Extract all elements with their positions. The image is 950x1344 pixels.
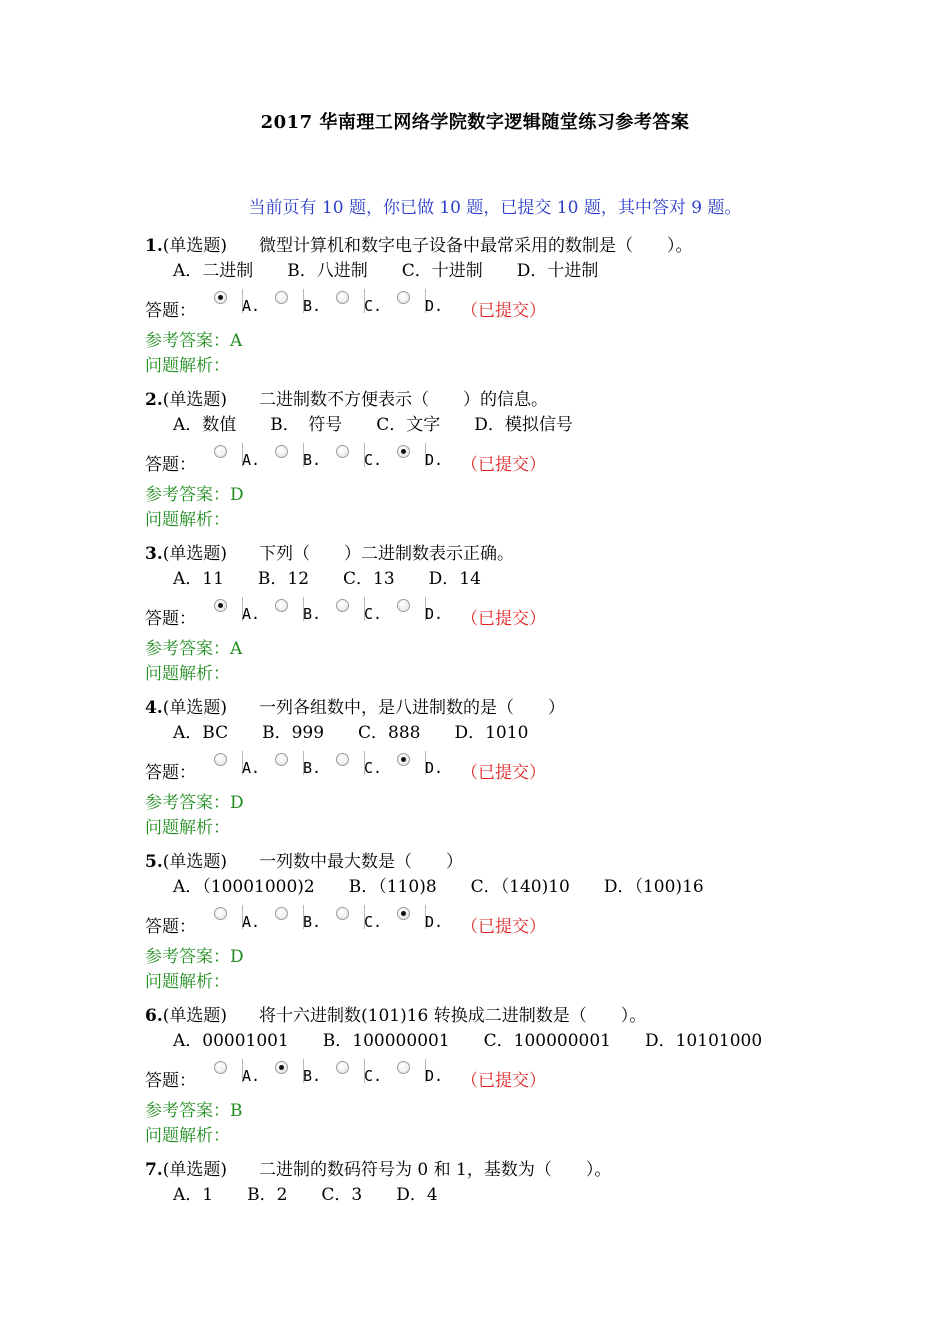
question-options: A．（10001000)2 B．（110)8 C．（140)10 D．（100)16 bbox=[173, 877, 704, 897]
answer-letter-c: C. bbox=[364, 451, 383, 469]
question-type: (单选题) bbox=[162, 1160, 228, 1180]
answer-radio-a[interactable] bbox=[214, 753, 227, 766]
progress-summary: 当前页有 10 题，你已做 10 题，已提交 10 题，其中答对 9 题。 bbox=[248, 198, 742, 218]
question-header bbox=[145, 539, 514, 564]
answer-radio-d[interactable] bbox=[397, 291, 410, 304]
reference-answer bbox=[145, 942, 244, 967]
answer-letter-a: A. bbox=[242, 451, 261, 469]
answer-letter-b: B. bbox=[303, 1067, 322, 1085]
reference-answer-value: A bbox=[230, 331, 243, 351]
answer-radio-b[interactable] bbox=[275, 445, 288, 458]
question-stem: 一列各组数中，是八进制数的是（ ） bbox=[259, 698, 566, 718]
answer-letter-b: B. bbox=[303, 451, 322, 469]
question-options: A．数值 B． 符号 C．文字 D．模拟信号 bbox=[173, 415, 573, 435]
question-number: 3. bbox=[145, 544, 163, 564]
answer-row bbox=[145, 289, 645, 323]
answer-radio-a[interactable] bbox=[214, 1061, 227, 1074]
question-type: (单选题) bbox=[162, 698, 228, 718]
question-analysis: 问题解析： bbox=[145, 972, 230, 992]
answer-letter-a: A. bbox=[242, 1067, 261, 1085]
question-stem: 二进制数不方便表示（ ）的信息。 bbox=[259, 390, 549, 410]
answer-radio-a[interactable] bbox=[214, 907, 227, 920]
answer-letter-d: D. bbox=[425, 297, 444, 315]
answer-letter-d: D. bbox=[425, 759, 444, 777]
answer-row bbox=[145, 443, 645, 477]
submitted-status: （已提交） bbox=[461, 455, 546, 475]
question-header bbox=[145, 693, 565, 718]
answer-letter-c: C. bbox=[364, 913, 383, 931]
answer-letter-c: C. bbox=[364, 297, 383, 315]
question-number: 5. bbox=[145, 852, 163, 872]
answer-label: 答题： bbox=[145, 763, 196, 783]
question-options: A．BC B．999 C．888 D．1010 bbox=[173, 723, 529, 743]
question-options: A．二进制 B．八进制 C．十进制 D．十进制 bbox=[173, 261, 599, 281]
question-header bbox=[145, 847, 463, 872]
answer-radio-a[interactable] bbox=[214, 599, 227, 612]
question-analysis: 问题解析： bbox=[145, 356, 230, 376]
reference-answer-value: D bbox=[230, 947, 244, 967]
question-type: (单选题) bbox=[162, 1006, 228, 1026]
answer-letter-d: D. bbox=[425, 605, 444, 623]
question-header bbox=[145, 385, 548, 410]
answer-radio-d[interactable] bbox=[397, 445, 410, 458]
answer-radio-a[interactable] bbox=[214, 445, 227, 458]
question-type: (单选题) bbox=[162, 390, 228, 410]
answer-letter-d: D. bbox=[425, 1067, 444, 1085]
reference-answer-label: 参考答案： bbox=[145, 485, 230, 505]
question-stem: 将十六进制数(101)16 转换成二进制数是（ ）。 bbox=[259, 1006, 647, 1026]
answer-radio-b[interactable] bbox=[275, 1061, 288, 1074]
answer-letter-a: A. bbox=[242, 913, 261, 931]
question-analysis: 问题解析： bbox=[145, 664, 230, 684]
question-number: 4. bbox=[145, 698, 163, 718]
answer-letter-b: B. bbox=[303, 759, 322, 777]
answer-radio-d[interactable] bbox=[397, 907, 410, 920]
answer-letter-b: B. bbox=[303, 297, 322, 315]
answer-radio-b[interactable] bbox=[275, 753, 288, 766]
answer-letter-c: C. bbox=[364, 605, 383, 623]
answer-letter-d: D. bbox=[425, 451, 444, 469]
answer-row bbox=[145, 905, 645, 939]
question-type: (单选题) bbox=[162, 236, 228, 256]
answer-letter-a: A. bbox=[242, 605, 261, 623]
question-number: 6. bbox=[145, 1006, 163, 1026]
question-analysis: 问题解析： bbox=[145, 818, 230, 838]
question-header bbox=[145, 231, 693, 256]
question-options: A．00001001 B．100000001 C．100000001 D．10101000 bbox=[173, 1031, 763, 1051]
answer-letter-b: B. bbox=[303, 605, 322, 623]
submitted-status: （已提交） bbox=[461, 763, 546, 783]
submitted-status: （已提交） bbox=[461, 301, 546, 321]
answer-radio-b[interactable] bbox=[275, 907, 288, 920]
answer-radio-b[interactable] bbox=[275, 291, 288, 304]
answer-radio-c[interactable] bbox=[336, 445, 349, 458]
question-header bbox=[145, 1001, 646, 1026]
answer-letter-d: D. bbox=[425, 913, 444, 931]
question-type: (单选题) bbox=[162, 852, 228, 872]
reference-answer-value: B bbox=[230, 1101, 243, 1121]
answer-letter-a: A. bbox=[242, 759, 261, 777]
answer-label: 答题： bbox=[145, 609, 196, 629]
question-analysis: 问题解析： bbox=[145, 510, 230, 530]
submitted-status: （已提交） bbox=[461, 917, 546, 937]
answer-radio-c[interactable] bbox=[336, 753, 349, 766]
answer-radio-a[interactable] bbox=[214, 291, 227, 304]
answer-letter-c: C. bbox=[364, 759, 383, 777]
answer-radio-d[interactable] bbox=[397, 599, 410, 612]
reference-answer-label: 参考答案： bbox=[145, 947, 230, 967]
answer-radio-c[interactable] bbox=[336, 1061, 349, 1074]
reference-answer-label: 参考答案： bbox=[145, 793, 230, 813]
question-stem: 一列数中最大数是（ ） bbox=[259, 852, 464, 872]
reference-answer bbox=[145, 1096, 243, 1121]
reference-answer-value: A bbox=[230, 639, 243, 659]
answer-label: 答题： bbox=[145, 1071, 196, 1091]
answer-radio-d[interactable] bbox=[397, 753, 410, 766]
answer-row bbox=[145, 1059, 645, 1093]
answer-letter-b: B. bbox=[303, 913, 322, 931]
answer-label: 答题： bbox=[145, 455, 196, 475]
reference-answer-label: 参考答案： bbox=[145, 639, 230, 659]
answer-radio-d[interactable] bbox=[397, 1061, 410, 1074]
document-title: 2017 华南理工网络学院数字逻辑随堂练习参考答案 bbox=[260, 112, 690, 133]
reference-answer bbox=[145, 634, 242, 659]
reference-answer-label: 参考答案： bbox=[145, 1101, 230, 1121]
question-analysis: 问题解析： bbox=[145, 1126, 230, 1146]
reference-answer bbox=[145, 788, 244, 813]
answer-radio-b[interactable] bbox=[275, 599, 288, 612]
question-number: 2. bbox=[145, 390, 163, 410]
question-stem: 微型计算机和数字电子设备中最常采用的数制是（ ）。 bbox=[259, 236, 693, 256]
answer-radio-c[interactable] bbox=[336, 599, 349, 612]
submitted-status: （已提交） bbox=[461, 1071, 546, 1091]
answer-label: 答题： bbox=[145, 917, 196, 937]
reference-answer-value: D bbox=[230, 485, 244, 505]
question-options: A．11 B．12 C．13 D．14 bbox=[173, 569, 481, 589]
question-type: (单选题) bbox=[162, 544, 228, 564]
question-stem: 下列（ ）二进制数表示正确。 bbox=[259, 544, 515, 564]
answer-radio-c[interactable] bbox=[336, 907, 349, 920]
reference-answer bbox=[145, 480, 244, 505]
submitted-status: （已提交） bbox=[461, 609, 546, 629]
answer-row bbox=[145, 751, 645, 785]
answer-letter-a: A. bbox=[242, 297, 261, 315]
reference-answer-label: 参考答案： bbox=[145, 331, 230, 351]
answer-radio-c[interactable] bbox=[336, 291, 349, 304]
question-number: 7. bbox=[145, 1160, 163, 1180]
question-header bbox=[145, 1155, 611, 1180]
answer-row bbox=[145, 597, 645, 631]
question-options: A．1 B．2 C．3 D．4 bbox=[173, 1185, 438, 1205]
question-number: 1. bbox=[145, 236, 163, 256]
reference-answer-value: D bbox=[230, 793, 244, 813]
question-stem: 二进制的数码符号为 0 和 1，基数为（ ）。 bbox=[259, 1160, 612, 1180]
reference-answer bbox=[145, 326, 242, 351]
answer-letter-c: C. bbox=[364, 1067, 383, 1085]
answer-label: 答题： bbox=[145, 301, 196, 321]
